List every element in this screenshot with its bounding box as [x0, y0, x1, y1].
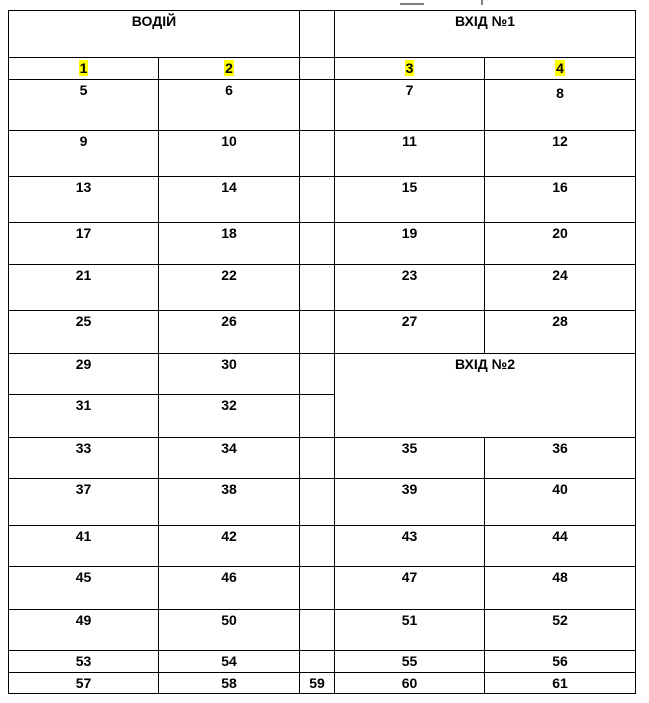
- seat-row: [9, 354, 636, 395]
- seat-cell: 17: [9, 223, 159, 265]
- seat-cell: 25: [9, 311, 159, 354]
- seat-cell: 6: [159, 80, 300, 131]
- seat-cell: 22: [159, 265, 300, 311]
- seat-cell: 20: [485, 223, 636, 265]
- seat-cell: 9: [9, 131, 159, 177]
- seat-row: [9, 610, 636, 651]
- seat-cell: 10: [159, 131, 300, 177]
- seat-cell: 31: [9, 395, 159, 438]
- seat-cell: 51: [335, 610, 485, 651]
- seat-cell: 53: [9, 651, 159, 673]
- seat-cell: 12: [485, 131, 636, 177]
- aisle-cell: [300, 479, 335, 526]
- seat-cell: 60: [335, 673, 485, 694]
- seat-cell: 5: [9, 80, 159, 131]
- seat-cell: 36: [485, 438, 636, 479]
- seat-cell: 32: [159, 395, 300, 438]
- seat-cell: 40: [485, 479, 636, 526]
- seat-cell: 35: [335, 438, 485, 479]
- seat-cell: 23: [335, 265, 485, 311]
- aisle-cell: [300, 177, 335, 223]
- column-number-3: 3: [335, 58, 485, 80]
- seat-cell: 28: [485, 311, 636, 354]
- seat-cell: 59: [300, 673, 335, 694]
- seat-cell: 50: [159, 610, 300, 651]
- seat-cell: 42: [159, 526, 300, 567]
- seat-row: [9, 131, 636, 177]
- seat-row: [9, 265, 636, 311]
- seat-cell: 49: [9, 610, 159, 651]
- seat-cell: 27: [335, 311, 485, 354]
- seat-cell: 14: [159, 177, 300, 223]
- seat-row: [9, 526, 636, 567]
- aisle-cell: [300, 610, 335, 651]
- seat-cell: 30: [159, 354, 300, 395]
- seat-cell: 34: [159, 438, 300, 479]
- seat-cell: 55: [335, 651, 485, 673]
- entrance-1-header: ВХІД №1: [335, 11, 636, 58]
- seat-cell: 58: [159, 673, 300, 694]
- seat-cell: 43: [335, 526, 485, 567]
- aisle-cell: [300, 265, 335, 311]
- entrance-2-area: ВХІД №2: [335, 354, 636, 438]
- aisle-cell: [300, 567, 335, 610]
- aisle-cell: [300, 223, 335, 265]
- seat-cell: 29: [9, 354, 159, 395]
- seat-cell: 26: [159, 311, 300, 354]
- driver-header: ВОДІЙ: [9, 11, 300, 58]
- aisle-cell: [300, 80, 335, 131]
- aisle-cell: [300, 395, 335, 438]
- top-edge-marks: [400, 0, 510, 5]
- aisle-cell: [300, 354, 335, 395]
- seat-cell: 54: [159, 651, 300, 673]
- seat-cell: 33: [9, 438, 159, 479]
- seat-cell: 7: [335, 80, 485, 131]
- seat-cell: 11: [335, 131, 485, 177]
- seat-cell: 52: [485, 610, 636, 651]
- seat-cell: 8: [485, 80, 636, 131]
- seat-cell: 21: [9, 265, 159, 311]
- seat-row: [9, 311, 636, 354]
- seat-row: [9, 80, 636, 131]
- seat-cell: 19: [335, 223, 485, 265]
- seat-cell: 48: [485, 567, 636, 610]
- column-number-2: 2: [159, 58, 300, 80]
- aisle-cell: [300, 651, 335, 673]
- aisle-cell: [300, 58, 335, 80]
- aisle-cell: [300, 438, 335, 479]
- seat-cell: 24: [485, 265, 636, 311]
- seat-row: [9, 223, 636, 265]
- seat-cell: 41: [9, 526, 159, 567]
- seat-row: [9, 567, 636, 610]
- column-number-4: 4: [485, 58, 636, 80]
- seat-cell: 57: [9, 673, 159, 694]
- seat-cell: 18: [159, 223, 300, 265]
- seat-row: [9, 438, 636, 479]
- seat-cell: 46: [159, 567, 300, 610]
- seat-cell: 16: [485, 177, 636, 223]
- seat-cell: 38: [159, 479, 300, 526]
- column-number-1: 1: [9, 58, 159, 80]
- seat-cell: 44: [485, 526, 636, 567]
- seat-cell: 37: [9, 479, 159, 526]
- seat-cell: 13: [9, 177, 159, 223]
- seat-row: [9, 479, 636, 526]
- aisle-cell: [300, 311, 335, 354]
- header-row: [9, 11, 636, 58]
- aisle-cell: [300, 11, 335, 58]
- seat-cell: 15: [335, 177, 485, 223]
- aisle-cell: [300, 131, 335, 177]
- aisle-cell: [300, 526, 335, 567]
- seat-cell: 56: [485, 651, 636, 673]
- seat-cell: 47: [335, 567, 485, 610]
- bus-seating-table: [8, 10, 636, 694]
- seat-row: [9, 177, 636, 223]
- column-number-row: [9, 58, 636, 80]
- seat-row: [9, 651, 636, 673]
- seat-cell: 61: [485, 673, 636, 694]
- seat-cell: 45: [9, 567, 159, 610]
- back-seat-row: [9, 673, 636, 694]
- seat-cell: 39: [335, 479, 485, 526]
